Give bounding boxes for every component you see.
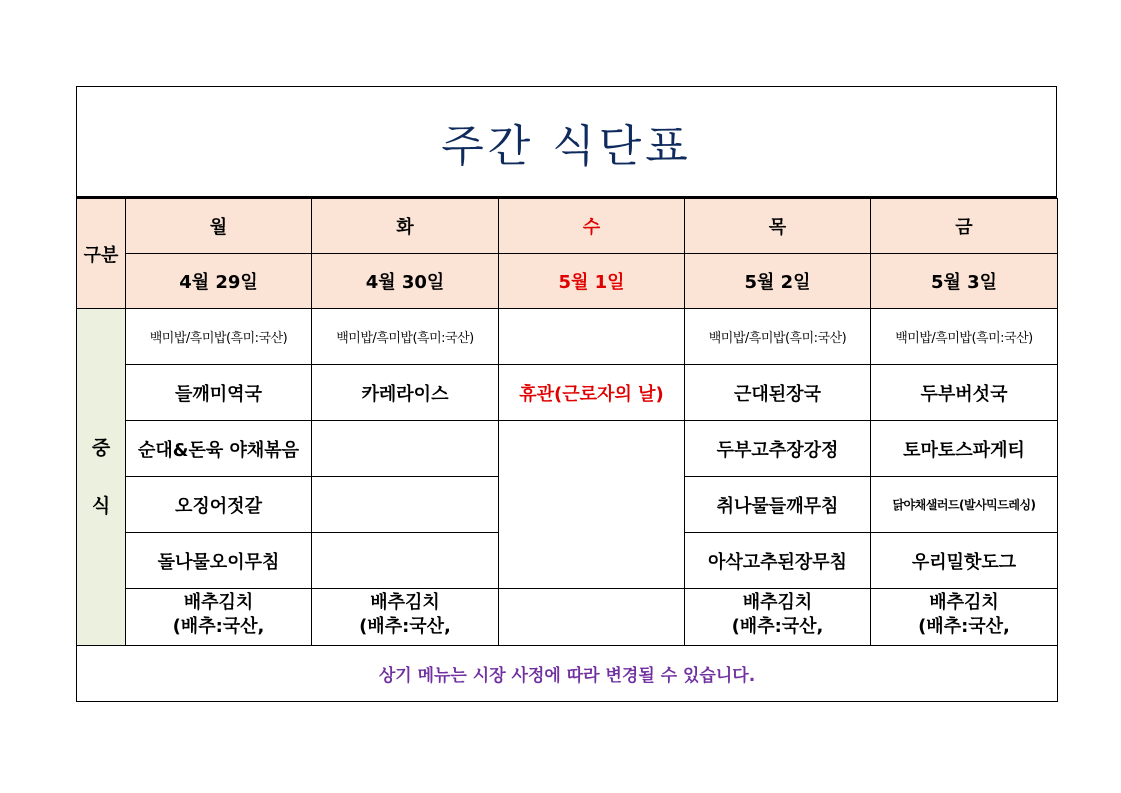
soup-thu: 근대된장국: [685, 365, 871, 421]
day-wed: 수: [499, 199, 685, 254]
meal-label-char-2: 식: [91, 495, 111, 517]
rice-mon: 백미밥/흑미밥(흑미:국산): [126, 309, 312, 365]
soup-row: [77, 365, 1058, 421]
kimchi-thu-line1: 배추김치: [742, 592, 813, 613]
soup-fri: 두부버섯국: [871, 365, 1058, 421]
side3-fri: 우리밀핫도그: [871, 533, 1058, 589]
rice-fri: 백미밥/흑미밥(흑미:국산): [871, 309, 1058, 365]
kimchi-thu-line2: (배추:국산,: [731, 616, 824, 637]
kimchi-mon-line1: 배추김치: [183, 592, 254, 613]
rice-row: [77, 309, 1058, 365]
kimchi-tue: [312, 589, 499, 646]
kimchi-tue-line1: 배추김치: [370, 592, 440, 613]
rice-thu: 백미밥/흑미밥(흑미:국산): [685, 309, 871, 365]
side3-mon: 돌나물오이무침: [126, 533, 312, 589]
rice-wed: [499, 309, 685, 365]
kimchi-row: [77, 589, 1058, 646]
date-header-row: [77, 254, 1058, 309]
side1-fri: 토마토스파게티: [871, 421, 1058, 477]
side3-thu: 아삭고추된장무침: [685, 533, 871, 589]
title-box: [76, 86, 1057, 198]
date-thu: 5월 2일: [685, 254, 871, 309]
kimchi-fri: [871, 589, 1058, 646]
kimchi-fri-line2: (배추:국산,: [918, 616, 1010, 637]
side1-mon: 순대&돈육 야채볶음: [126, 421, 312, 477]
date-wed: 5월 1일: [499, 254, 685, 309]
category-label: 구분: [77, 199, 126, 309]
kimchi-mon: [126, 589, 312, 646]
kimchi-tue-line2: (배추:국산,: [359, 616, 451, 637]
soup-tue: 카레라이스: [312, 365, 499, 421]
rice-tue: 백미밥/흑미밥(흑미:국산): [312, 309, 499, 365]
meal-label: [77, 309, 126, 646]
meal-label-char-1: 중: [91, 437, 111, 459]
side1-row: [77, 421, 1058, 477]
date-tue: 4월 30일: [312, 254, 499, 309]
kimchi-wed: [499, 589, 685, 646]
side1-thu: 두부고추장강정: [685, 421, 871, 477]
menu-table: [76, 198, 1058, 702]
kimchi-thu: [685, 589, 871, 646]
side2-tue: [312, 477, 499, 533]
day-header-row: [77, 199, 1058, 254]
day-fri: 금: [871, 199, 1058, 254]
page-title: 주간 식단표: [441, 120, 692, 172]
notice-row: [77, 646, 1058, 702]
side2-fri: 닭야채샐러드(발사믹드레싱): [871, 477, 1058, 533]
kimchi-mon-line2: (배추:국산,: [172, 616, 265, 637]
menu-change-notice: 상기 메뉴는 시장 사정에 따라 변경될 수 있습니다.: [77, 646, 1058, 702]
day-thu: 목: [685, 199, 871, 254]
side2-thu: 취나물들깨무침: [685, 477, 871, 533]
side2-mon: 오징어젓갈: [126, 477, 312, 533]
side3-tue: [312, 533, 499, 589]
wed-empty-block: [499, 421, 685, 589]
soup-mon: 들깨미역국: [126, 365, 312, 421]
kimchi-fri-line1: 배추김치: [929, 592, 999, 613]
day-mon: 월: [126, 199, 312, 254]
side1-tue: [312, 421, 499, 477]
date-mon: 4월 29일: [126, 254, 312, 309]
holiday-notice: 휴관(근로자의 날): [499, 365, 685, 421]
day-tue: 화: [312, 199, 499, 254]
menu-sheet: [76, 86, 1057, 700]
date-fri: 5월 3일: [871, 254, 1058, 309]
